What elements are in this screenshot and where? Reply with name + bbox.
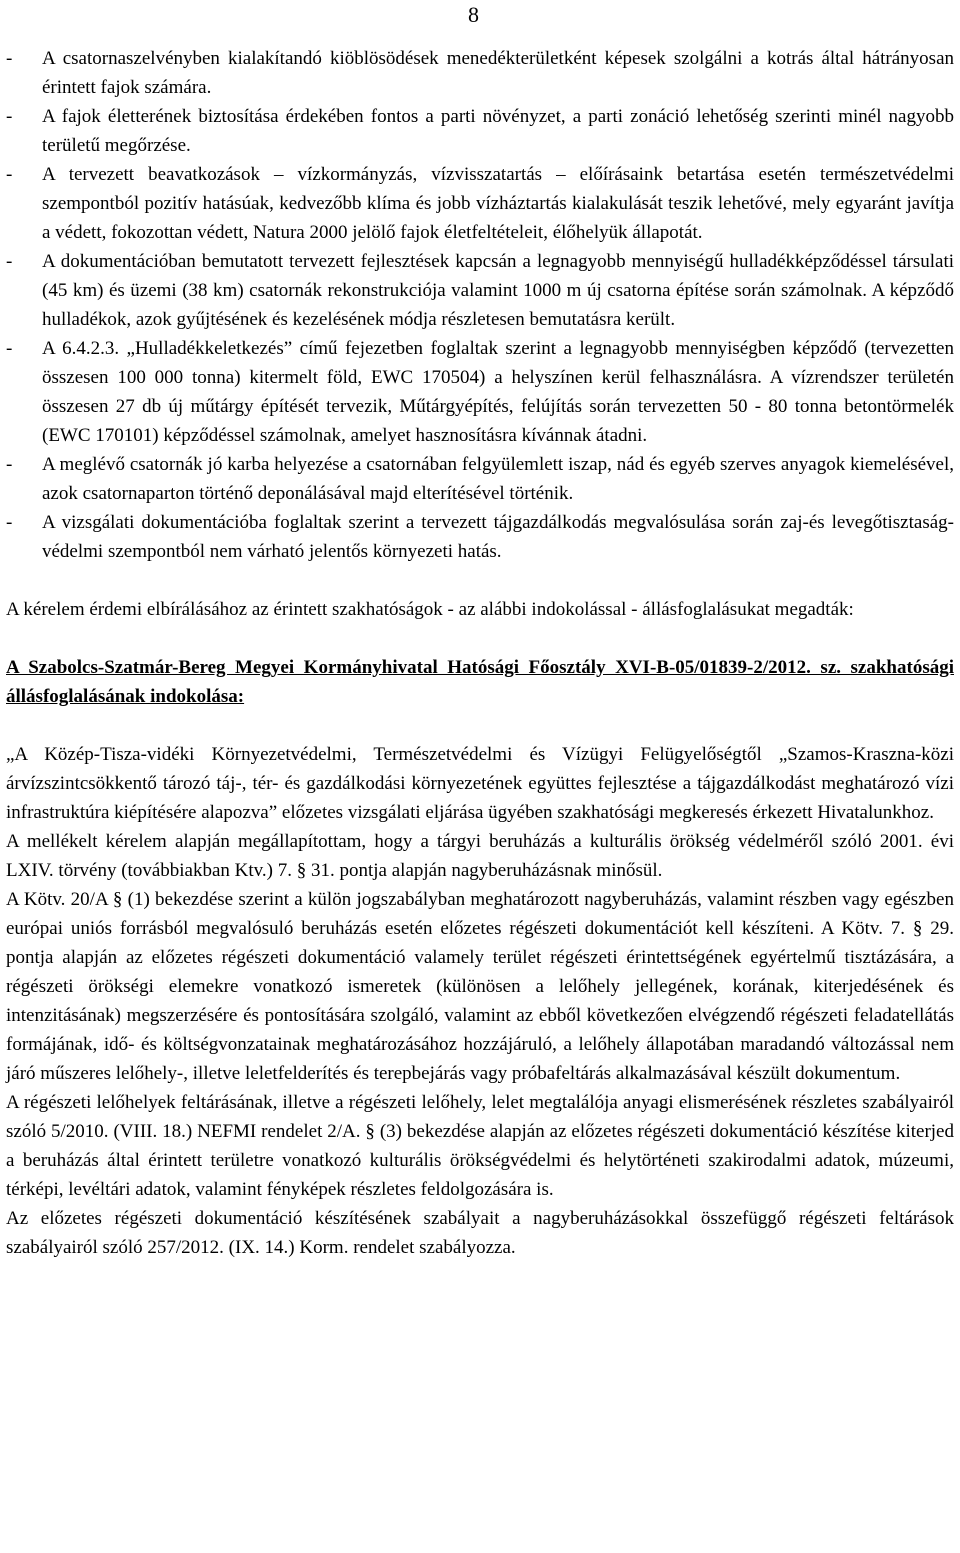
body-paragraph: Az előzetes régészeti dokumentáció készítésének szabályait a nagyberuházásokkal összefüggő régészeti feltárások szabályairól szóló 257/2012. (IX. 14.) Korm. rendelet szabályozza. — [6, 1208, 954, 1258]
list-item — [6, 160, 954, 247]
bullet-dash: - — [6, 164, 13, 185]
list-item — [6, 508, 954, 566]
body-paragraph: „A Közép-Tisza-vidéki Környezetvédelmi, Természetvédelmi és Vízügyi Felügyelőségtől „Szamos-Kraszna-közi árvízszintcsökkentő tározó táj-, tér- és gazdálkodási környezetének együttes fejlesztése a tájgazdálkodást meghatározó vízi infrastruktúra kiépítésére alapozva” előzetes vizsgálati eljárása ügyében szakhatósági megkeresés érkezett Hivatalunkhoz. — [6, 744, 954, 823]
list-item — [6, 334, 954, 450]
list-item — [6, 450, 954, 508]
bullet-dash: - — [6, 454, 13, 475]
body-paragraph: A Kötv. 20/A § (1) bekezdése szerint a külön jogszabályban meghatározott nagyberuházás, valamint részben vagy egészben európai uniós forrásból megvalósuló beruházás esetén előzetes régészeti dokumentációt kell készíteni. A Kötv. 7. § 29. pontja alapján az előzetes régészeti dokumentáció valamely terület régészeti érintettségének egyértelmű tisztázására, a régészeti örökségi elemekre vonatkozó ismeretek (különösen a lelőhely jellegének, korának, kiterjedésének és intenzitásának) megszerzésére és pontosítására szolgáló, valamint az ebből következően elvégzendő régészeti feladatellátás formájának, idő- és költségvonzatainak meghatározásához hozzájáruló, a lelőhely állapotában maradandó változással nem járó műszeres lelőhely-, illetve leletfelderítés és terepbejárás vagy próbafeltárás alkalmazásával készült dokumentum. — [6, 889, 954, 1084]
body-paragraph: A mellékelt kérelem alapján megállapítottam, hogy a tárgyi beruházás a kulturális örökség védelméről szóló 2001. évi LXIV. törvény (továbbiakban Ktv.) 7. § 31. pontja alapján nagyberuházásnak minősül. — [6, 831, 954, 881]
bullet-dash: - — [6, 512, 13, 533]
spacer — [6, 624, 954, 653]
list-item-text: A csatornaszelvényben kialakítandó kiöblösödések menedékterületként képesek szolgálni a kotrás által hátrányosan érintett fajok számára. — [42, 48, 954, 98]
bullet-dash: - — [6, 338, 13, 359]
list-item-text: A vizsgálati dokumentációba foglaltak szerint a tervezett tájgazdálkodás megvalósulása során zaj-és levegőtisztaság-védelmi szempontból nem várható jelentős környezeti hatás. — [42, 512, 954, 562]
list-item-text: A 6.4.2.3. „Hulladékkeletkezés” című fejezetben foglaltak szerint a legnagyobb mennyiségben képződő (tervezetten összesen 100 000 tonna) kitermelt föld, EWC 170504) a helyszínen kerül felhasználásra. A vízrendszer területén összesen 27 db új műtárgy építését tervezik, Műtárgyépítés, felújítás során tervezetten 50 - 80 tonna betontörmelék (EWC 170101) képződéssel számolnak, amelyet hasznosításra kívánnak átadni. — [42, 338, 954, 446]
bullet-list — [6, 44, 954, 566]
body-paragraph: A régészeti lelőhelyek feltárásának, illetve a régészeti lelőhely, lelet megtalálója anyagi elismerésének részletes szabályairól szóló 5/2010. (VIII. 18.) NEFMI rendelet 2/A. § (3) bekezdése alapján az előzetes régészeti dokumentáció készítése kiterjed a beruházás által érintett területre vonatkozó kulturális örökségvédelmi és helytörténeti szakirodalmi adatok, múzeumi, térképi, levéltári adatok, valamint fényképek részletes feldolgozására is. — [6, 1092, 954, 1200]
bullet-dash: - — [6, 106, 13, 127]
document-body — [6, 44, 954, 1262]
page-number: 8 — [468, 2, 479, 27]
bullet-dash: - — [6, 48, 13, 69]
intro-paragraph: A kérelem érdemi elbírálásához az érintett szakhatóságok - az alábbi indokolással - állásfoglalásukat megadták: — [6, 599, 854, 620]
list-item — [6, 247, 954, 334]
section-heading: A Szabolcs-Szatmár-Bereg Megyei Kormányhivatal Hatósági Főosztály XVI-B-05/01839-2/2012. sz. szakhatósági állásfoglalásának indokolása: — [6, 657, 954, 707]
list-item-text: A fajok életterének biztosítása érdekében fontos a parti növényzet, a parti zonáció lehetőség szerinti minél nagyobb területű megőrzése. — [42, 106, 954, 156]
bullet-dash: - — [6, 251, 13, 272]
spacer — [6, 566, 954, 595]
list-item — [6, 44, 954, 102]
spacer — [6, 711, 954, 740]
list-item-text: A dokumentációban bemutatott tervezett fejlesztések kapcsán a legnagyobb mennyiségű hulladékképződéssel társulati (45 km) és üzemi (38 km) csatornák rekonstrukciója valamint 1000 m új csatorna építése során számolnak. A képződő hulladékok, azok gyűjtésének és kezelésének módja részletesen bemutatásra került. — [42, 251, 954, 330]
list-item — [6, 102, 954, 160]
list-item-text: A tervezett beavatkozások – vízkormányzás, vízvisszatartás – előírásaink betartása esetén természetvédelmi szempontból pozitív hatásúak, kedvezőbb klíma és jobb vízháztartás kialakulását teszik lehetővé, mely egyaránt javítja a védett, fokozottan védett, Natura 2000 jelölő fajok életfeltételeit, élőhelyük állapotát. — [42, 164, 954, 243]
list-item-text: A meglévő csatornák jó karba helyezése a csatornában felgyülemlett iszap, nád és egyéb szerves anyagok kiemelésével, azok csatornaparton történő deponálásával majd elterítésével történik. — [42, 454, 954, 504]
